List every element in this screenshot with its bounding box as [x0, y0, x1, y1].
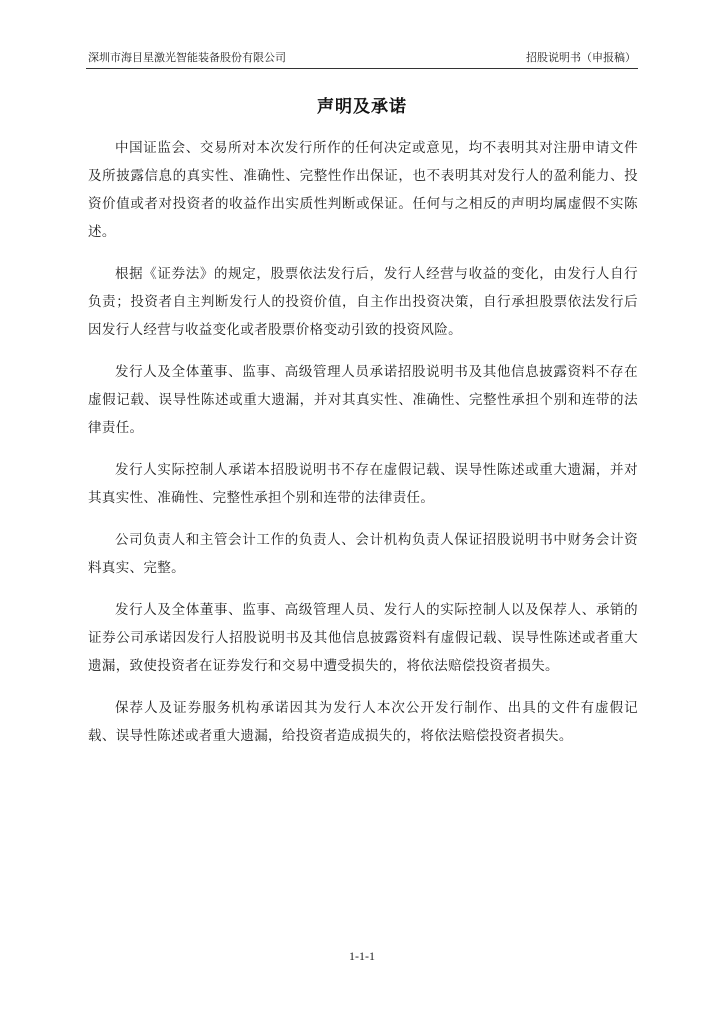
paragraph-controller-commitment: 发行人实际控制人承诺本招股说明书不存在虚假记载、误导性陈述或重大遗漏，并对其真实性、准确性、完整性承担个别和连带的法律责任。	[88, 462, 638, 506]
header-company-name: 深圳市海目星激光智能装备股份有限公司	[88, 51, 286, 64]
page-header	[86, 50, 638, 66]
paragraph-accounting-commitment: 公司负责人和主管会计工作的负责人、会计机构负责人保证招股说明书中财务会计资料真实、完整。	[88, 532, 638, 576]
paragraph-regulator-disclaimer: 中国证监会、交易所对本次发行所作的任何决定或意见，均不表明其对注册申请文件及所披露信息的真实性、准确性、完整性作出保证，也不表明其对发行人的盈利能力、投资价值或者对投资者的收益作出实质性判断或保证。任何与之相反的声明均属虚假不实陈述。	[88, 140, 638, 240]
header-document-type: 招股说明书（申报稿）	[526, 51, 636, 64]
paragraph-securities-law: 根据《证券法》的规定，股票依法发行后，发行人经营与收益的变化，由发行人自行负责；投资者自主判断发行人的投资价值，自主作出投资决策，自行承担股票依法发行后因发行人经营与收益变化或者股票价格变动引致的投资风险。	[88, 266, 638, 338]
paragraph-directors-commitment: 发行人及全体董事、监事、高级管理人员承诺招股说明书及其他信息披露资料不存在虚假记载、误导性陈述或重大遗漏，并对其真实性、准确性、完整性承担个别和连带的法律责任。	[88, 364, 638, 436]
declaration-body	[88, 134, 638, 764]
page-number: 1-1-1	[349, 949, 375, 963]
page-title: 声明及承诺	[317, 97, 407, 117]
paragraph-sponsor-commitment: 保荐人及证券服务机构承诺因其为发行人本次公开发行制作、出具的文件有虚假记载、误导性陈述或者重大遗漏，给投资者造成损失的，将依法赔偿投资者损失。	[88, 700, 638, 744]
header-divider	[86, 68, 638, 69]
paragraph-compensation-commitment: 发行人及全体董事、监事、高级管理人员、发行人的实际控制人以及保荐人、承销的证券公司承诺因发行人招股说明书及其他信息披露资料有虚假记载、误导性陈述或者重大遗漏，致使投资者在证券发行和交易中遭受损失的，将依法赔偿投资者损失。	[88, 602, 638, 674]
